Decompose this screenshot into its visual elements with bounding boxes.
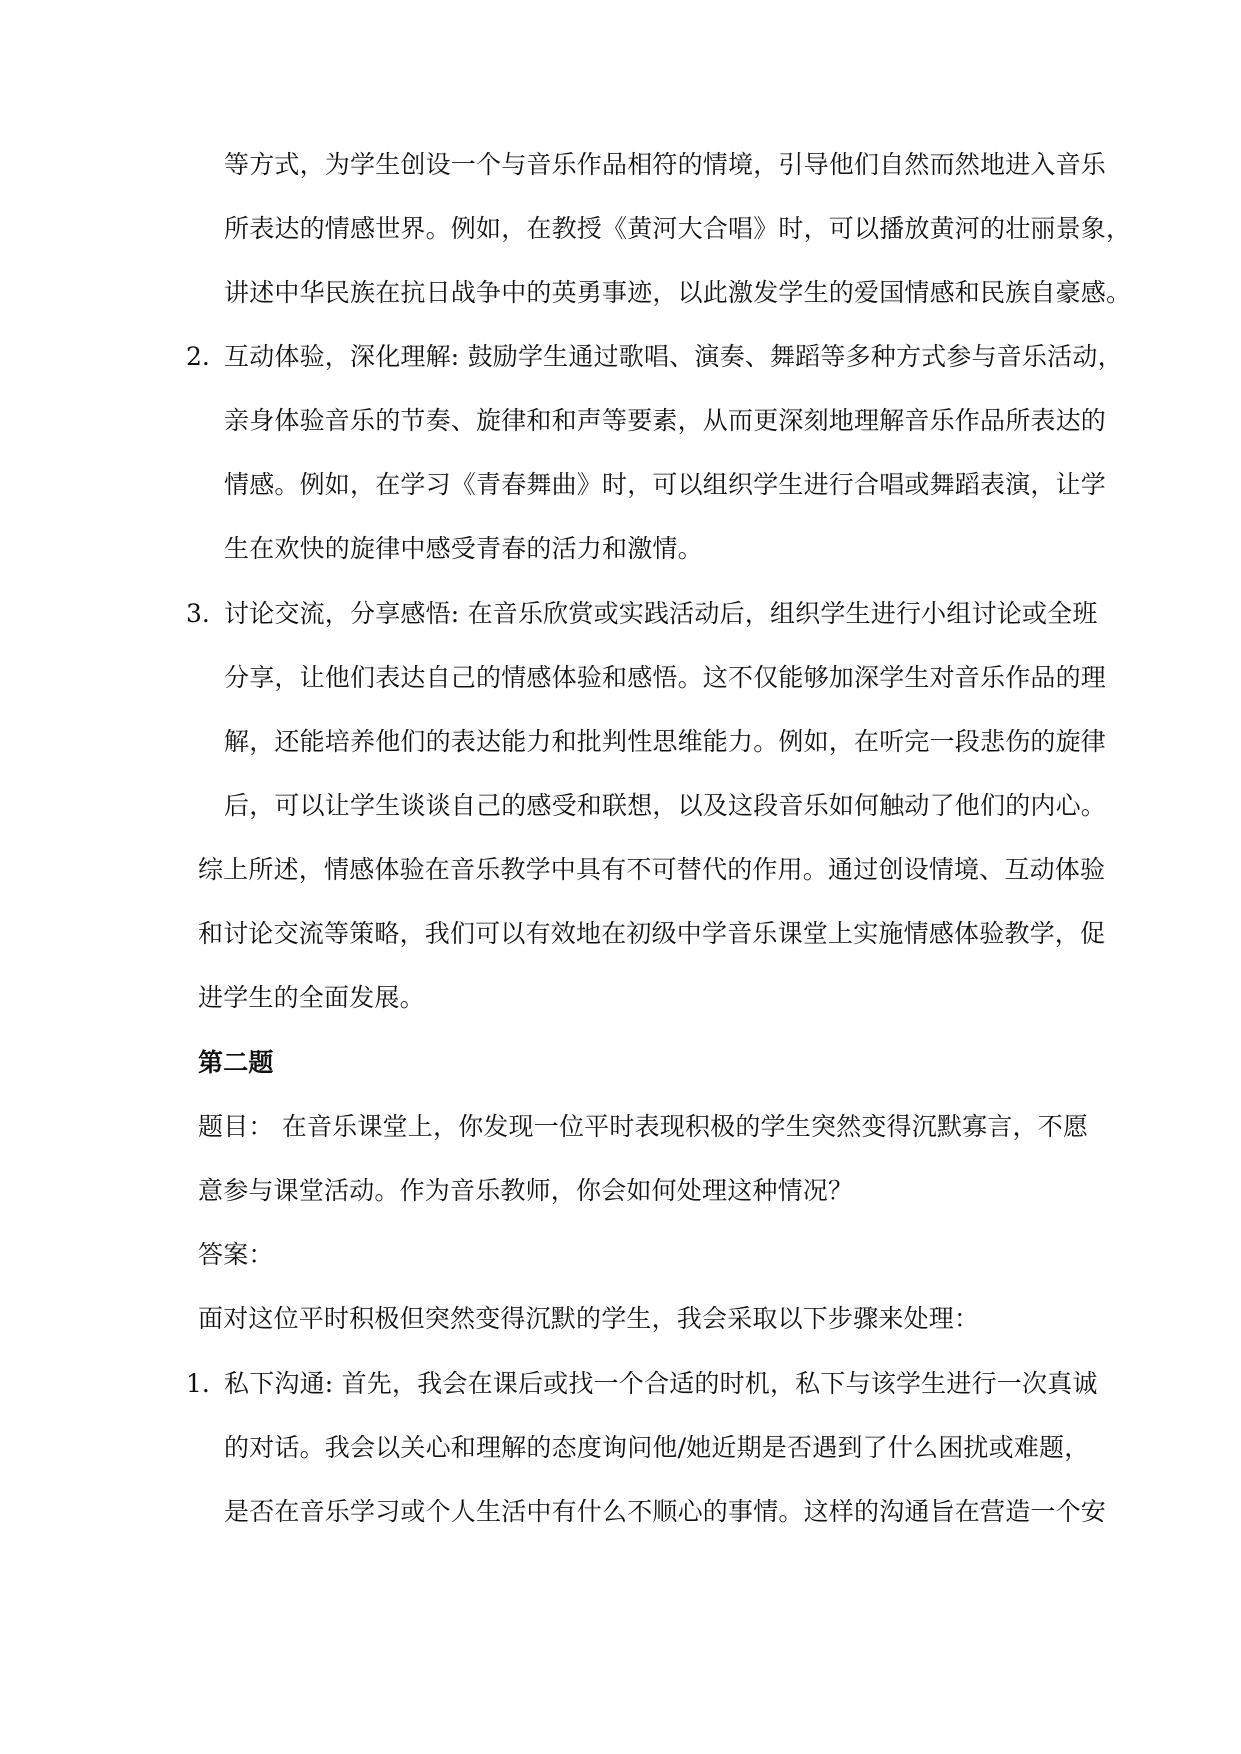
list-item-heading-line: 讨论交流，分享感悟: 在音乐欣赏或实践活动后，组织学生进行小组讨论或全班 xyxy=(224,599,1098,628)
text-line: 生在欢快的旋律中感受青春的活力和激情。 xyxy=(224,534,703,563)
list-number: 2. xyxy=(186,342,210,371)
text-line: 进学生的全面发展。 xyxy=(198,983,425,1012)
text-line: 面对这位平时积极但突然变得沉默的学生，我会采取以下步骤来处理： xyxy=(198,1304,980,1333)
text-line: 是否在音乐学习或个人生活中有什么不顺心的事情。这样的沟通旨在营造一个安 xyxy=(224,1497,1107,1526)
text-line: 情感。例如，在学习《青春舞曲》时，可以组织学生进行合唱或舞蹈表演，让学 xyxy=(224,470,1107,499)
section-heading: 第二题 xyxy=(198,1048,274,1077)
list-item-heading-line: 互动体验，深化理解: 鼓励学生通过歌唱、演奏、舞蹈等多种方式参与音乐活动， xyxy=(224,342,1123,371)
text-line: 后，可以让学生谈谈自己的感受和联想，以及这段音乐如何触动了他们的内心。 xyxy=(224,791,1107,820)
text-line: 解，还能培养他们的表达能力和批判性思维能力。例如，在听完一段悲伤的旋律 xyxy=(224,727,1107,756)
question-line: 意参与课堂活动。作为音乐教师，你会如何处理这种情况？ xyxy=(198,1176,854,1205)
text-line: 亲身体验音乐的节奏、旋律和和声等要素，从而更深刻地理解音乐作品所表达的 xyxy=(224,406,1107,435)
text-line: 和讨论交流等策略，我们可以有效地在初级中学音乐课堂上实施情感体验教学，促 xyxy=(198,919,1106,948)
answer-label: 答案： xyxy=(198,1240,274,1269)
list-number: 3. xyxy=(186,599,210,628)
question-line: 题目： 在音乐课堂上，你发现一位平时表现积极的学生突然变得沉默寡言，不愿 xyxy=(198,1112,1089,1141)
list-number: 1. xyxy=(186,1369,210,1398)
text-line: 综上所述，情感体验在音乐教学中具有不可替代的作用。通过创设情境、互动体验 xyxy=(198,855,1106,884)
list-item-heading-line: 私下沟通: 首先，我会在课后或找一个合适的时机，私下与该学生进行一次真诚 xyxy=(224,1369,1098,1398)
text-line: 分享，让他们表达自己的情感体验和感悟。这不仅能够加深学生对音乐作品的理 xyxy=(224,663,1107,692)
text-line: 讲述中华民族在抗日战争中的英勇事迹，以此激发学生的爱国情感和民族自豪感。 xyxy=(224,278,1132,307)
text-line: 所表达的情感世界。例如，在教授《黄河大合唱》时，可以播放黄河的壮丽景象， xyxy=(224,214,1132,243)
text-line: 等方式，为学生创设一个与音乐作品相符的情境，引导他们自然而然地进入音乐 xyxy=(224,150,1107,179)
text-line: 的对话。我会以关心和理解的态度询问他/她近期是否遇到了什么困扰或难题， xyxy=(224,1433,1090,1462)
